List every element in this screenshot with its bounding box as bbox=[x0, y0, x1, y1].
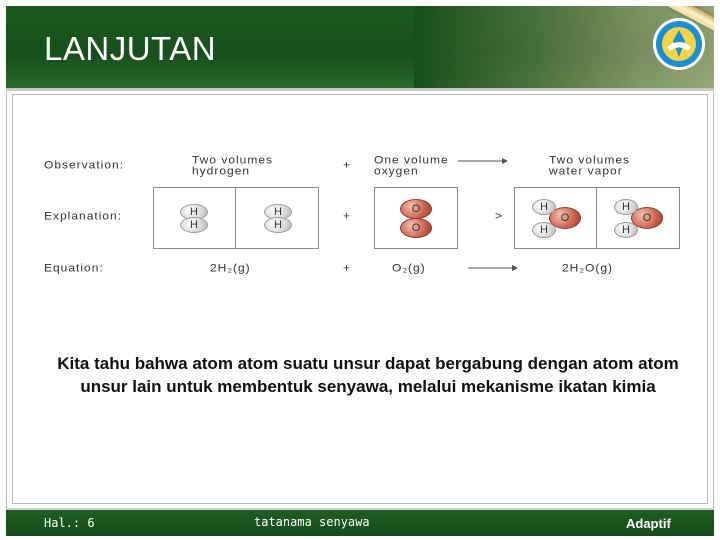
hydrogen-atom: H bbox=[264, 217, 292, 233]
hydrogen-box-2 bbox=[235, 187, 319, 249]
hydrogen-atom: H bbox=[532, 199, 556, 215]
footer-topic: tatanama senyawa bbox=[254, 515, 370, 529]
reaction-figure bbox=[40, 150, 680, 280]
equation-reactant1: 2H₂(g) bbox=[210, 261, 251, 275]
obs-reactant1-line2: hydrogen bbox=[192, 164, 251, 178]
explanation-plus: + bbox=[343, 209, 352, 223]
equation-reactant2: O₂(g) bbox=[392, 261, 426, 275]
equation-arrow-icon bbox=[468, 263, 518, 273]
hydrogen-atom: H bbox=[180, 204, 208, 220]
hydrogen-atom: H bbox=[264, 204, 292, 220]
water-box-1 bbox=[514, 187, 598, 249]
hydrogen-atom: H bbox=[614, 199, 638, 215]
slide-footer bbox=[6, 508, 714, 536]
hydrogen-atom: H bbox=[614, 222, 638, 238]
equation-product: 2H₂O(g) bbox=[562, 261, 613, 275]
obs-reactant1-line1: Two volumes bbox=[192, 153, 274, 167]
label-equation: Equation: bbox=[44, 261, 104, 275]
equation-plus: + bbox=[343, 261, 352, 275]
obs-arrow-icon bbox=[458, 156, 508, 166]
explanation-arrow: > bbox=[495, 209, 504, 223]
obs-product-line2: water vapor bbox=[549, 164, 623, 178]
obs-reactant2-line1: One volume bbox=[374, 153, 449, 167]
oxygen-atom: O bbox=[400, 218, 432, 238]
oxygen-atom: O bbox=[400, 199, 432, 219]
hydrogen-box-1 bbox=[153, 187, 237, 249]
footer-label: Adaptif bbox=[626, 516, 671, 531]
page-number: Hal.: 6 bbox=[44, 516, 95, 530]
label-observation: Observation: bbox=[44, 158, 125, 172]
hydrogen-atom: H bbox=[532, 222, 556, 238]
tut-wuri-handayani-emblem-icon bbox=[652, 17, 706, 71]
oxygen-box bbox=[374, 187, 458, 249]
oxygen-atom: O bbox=[631, 207, 663, 229]
obs-reactant2-line2: oxygen bbox=[374, 164, 419, 178]
obs-product-line1: Two volumes bbox=[549, 153, 631, 167]
obs-plus: + bbox=[343, 158, 352, 172]
label-explanation: Explanation: bbox=[44, 209, 123, 223]
oxygen-atom: O bbox=[549, 207, 581, 229]
body-text: Kita tahu bahwa atom atom suatu unsur dapat bergabung dengan atom atom unsur lain untuk membentuk senyawa, melalui mekanisme ikatan kimia bbox=[57, 354, 679, 396]
hydrogen-atom: H bbox=[180, 217, 208, 233]
slide-title: LANJUTAN bbox=[44, 30, 217, 67]
water-box-2 bbox=[596, 187, 680, 249]
